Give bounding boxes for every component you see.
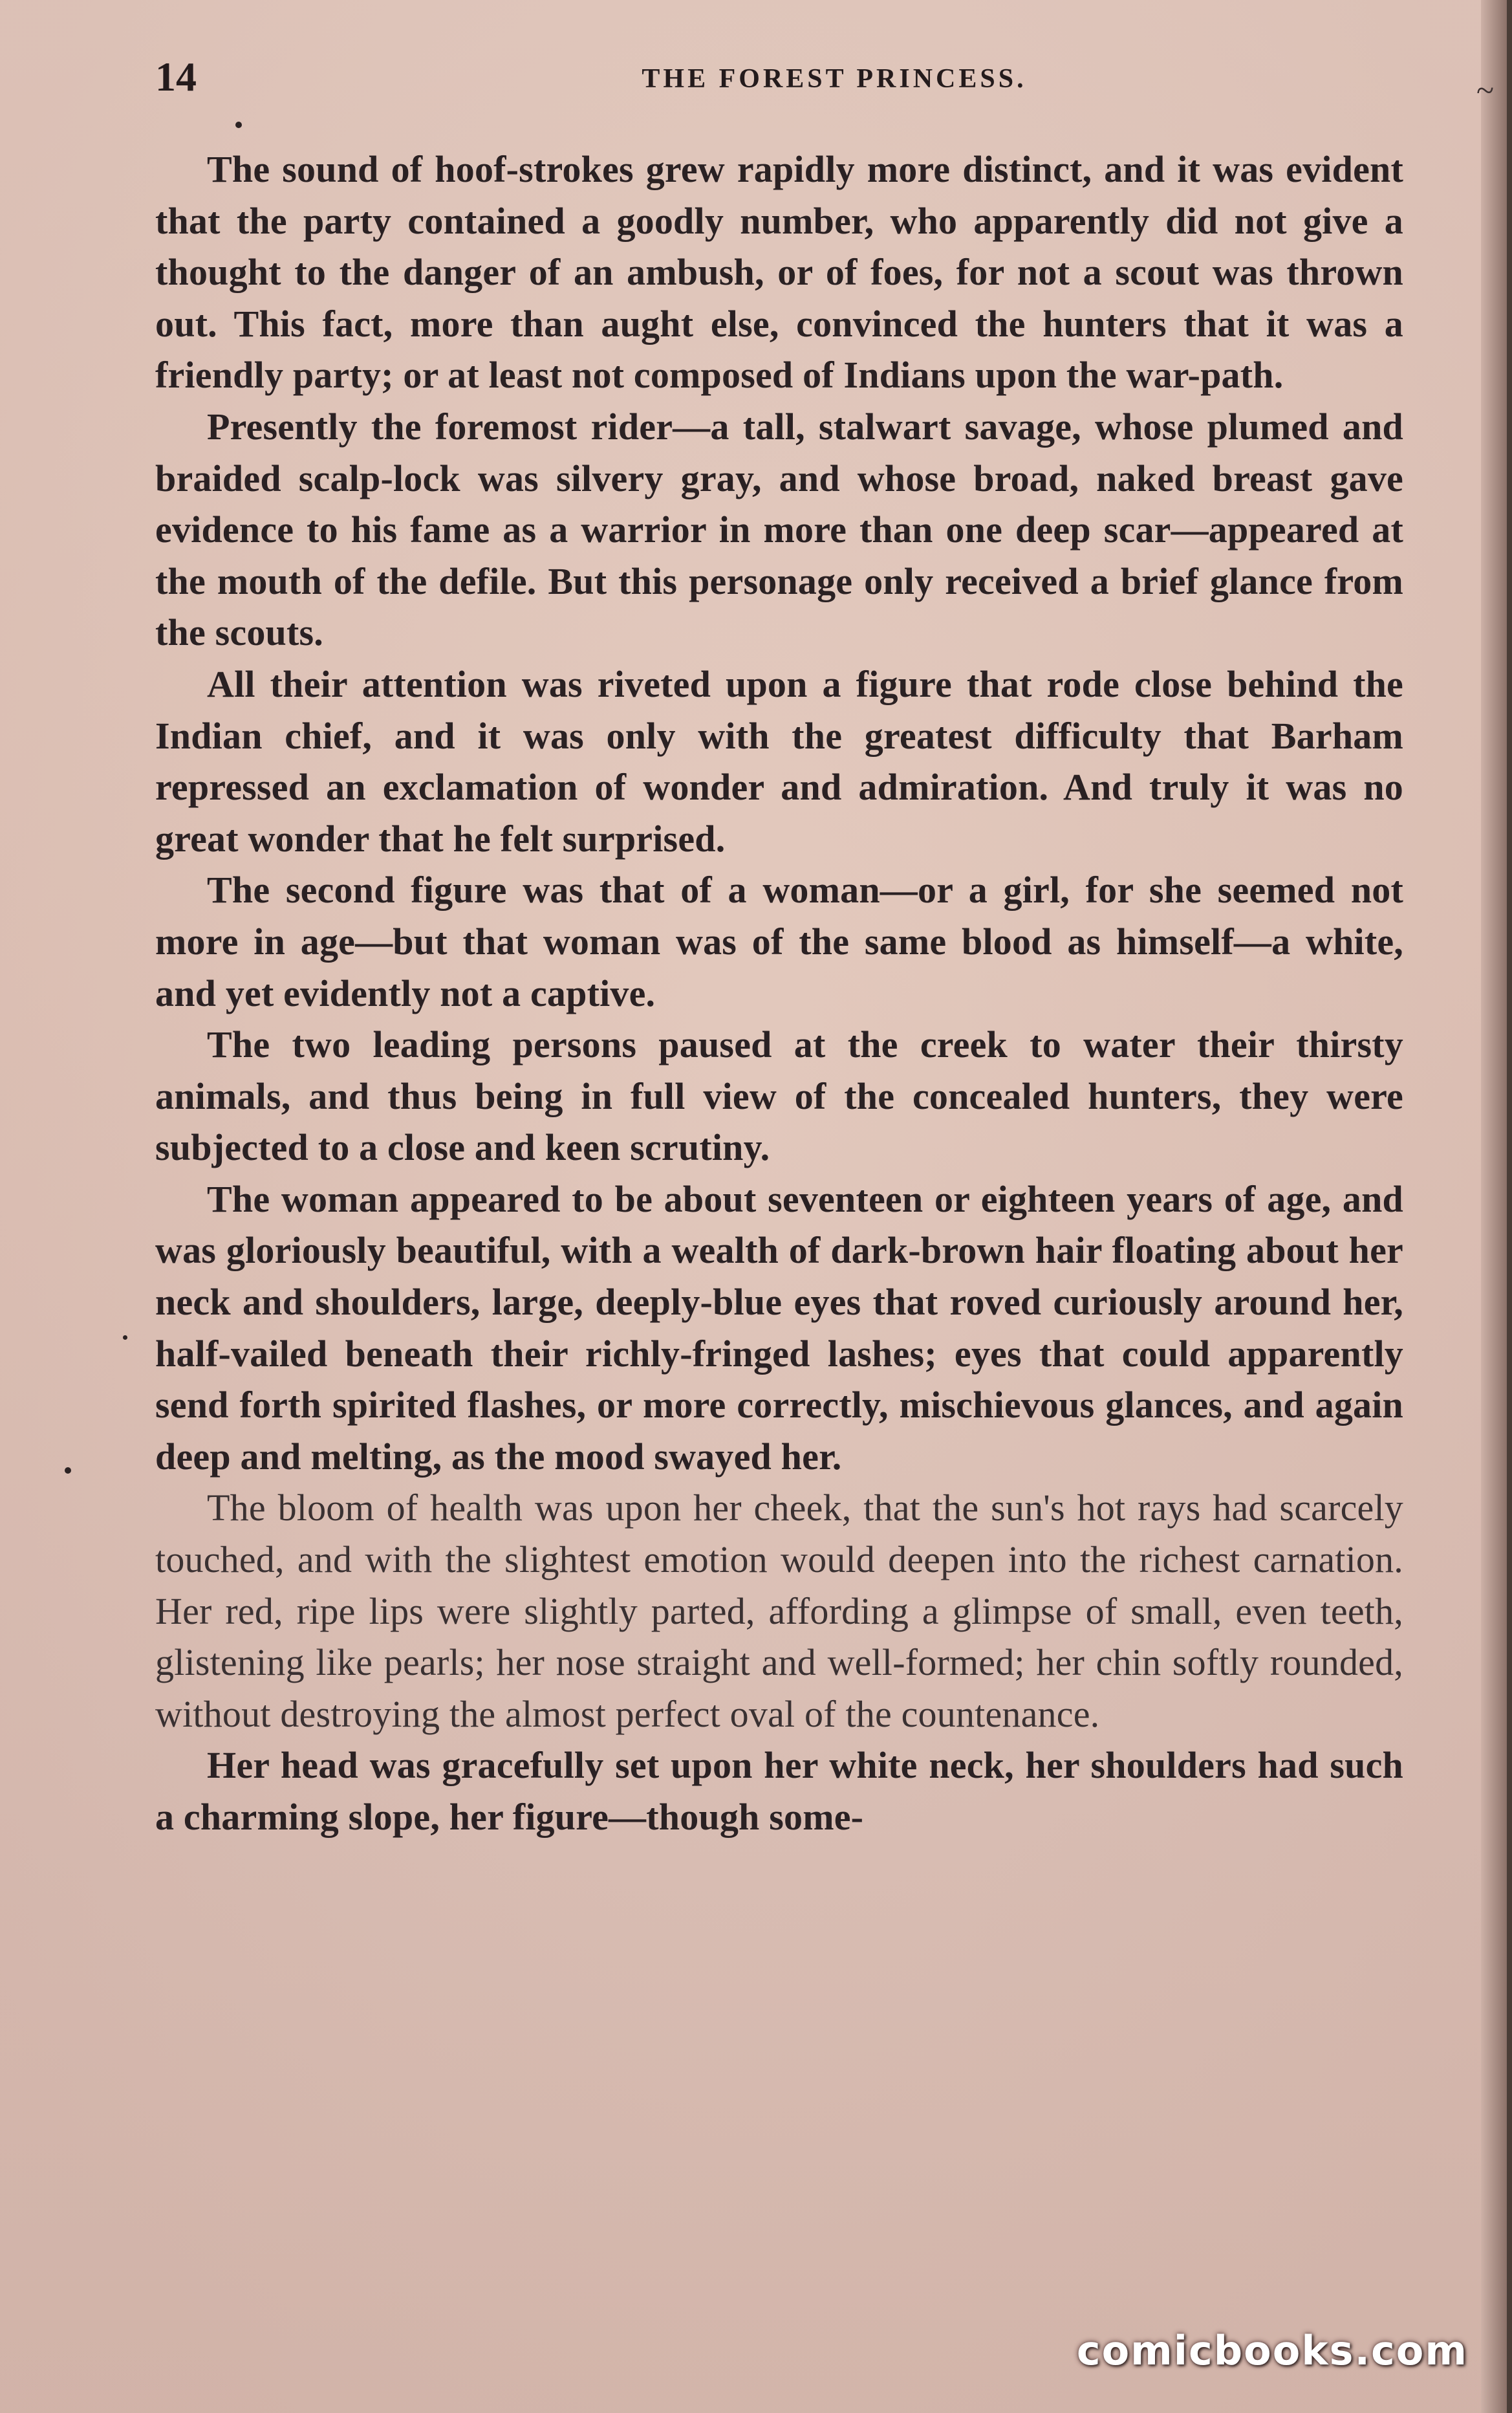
- page-number: 14: [155, 54, 197, 100]
- paragraph: The two leading persons paused at the creek to water their thirsty animals, and thus being in full view of the concealed hunters, they were subjected to a close and keen scrutiny.: [155, 1023, 1403, 1169]
- paragraph: The sound of hoof-strokes grew rapidly more distinct, and it was evident that the party contained a goodly number, who apparently did not give a thought to the danger of an ambush, or of foes, for not a scout was thrown out. This fact, more than aught else, convinced the hunters that it was a friendly party; or at least not composed of Indians upon the war-path.: [155, 148, 1403, 397]
- paragraph: The bloom of health was upon her cheek, that the sun's hot rays had scarcely touched, and with the slightest emotion would deepen into the richest carnation. Her red, ripe lips were slightly parted, affording a glimpse of small, even teeth, glistening like pearls; her nose straight and well-formed; her chin softly rounded, without destroying the almost perfect oval of the countenance.: [155, 1487, 1403, 1735]
- ink-speck: [235, 122, 242, 128]
- paragraph: The woman appeared to be about seventeen or eighteen years of age, and was gloriously beautiful, with a wealth of dark-brown hair floating about her neck and shoulders, large, deeply-blue eyes that roved curiously around her, half-vailed beneath their richly-fringed lashes; eyes that could apparently send forth spirited flashes, or more correctly, mischievous glances, and again deep and melting, as the mood swayed her.: [155, 1177, 1403, 1478]
- watermark: comicbooks.com: [1076, 2327, 1468, 2374]
- body-text: [155, 144, 1403, 1843]
- paragraph: Presently the foremost rider—a tall, stalwart savage, whose plumed and braided scalp-lock was silvery gray, and whose broad, naked breast gave evidence to his fame as a warrior in more than one deep scar—appeared at the mouth of the defile. But this personage only received a brief glance from the scouts.: [155, 405, 1403, 654]
- paragraph: The second figure was that of a woman—or a girl, for she seemed not more in age—but that woman was of the same blood as himself—a white, and yet evidently not a captive.: [155, 869, 1403, 1014]
- edge-mark: ~: [1476, 72, 1494, 108]
- ink-speck: [123, 1335, 127, 1340]
- paragraph: All their attention was riveted upon a figure that rode close behind the Indian chief, and it was only with the greatest difficulty that Barham repressed an exclamation of wonder and admiration. And truly it was no great wonder that he felt surprised.: [155, 662, 1403, 860]
- ink-speck: [65, 1467, 71, 1474]
- page-edge: [1481, 0, 1507, 2413]
- running-title: THE FOREST PRINCESS.: [642, 64, 1027, 94]
- running-head: [155, 53, 1403, 105]
- paragraph: Her head was gracefully set upon her white neck, her shoulders had such a charming slope, her figure—though some-: [155, 1744, 1403, 1838]
